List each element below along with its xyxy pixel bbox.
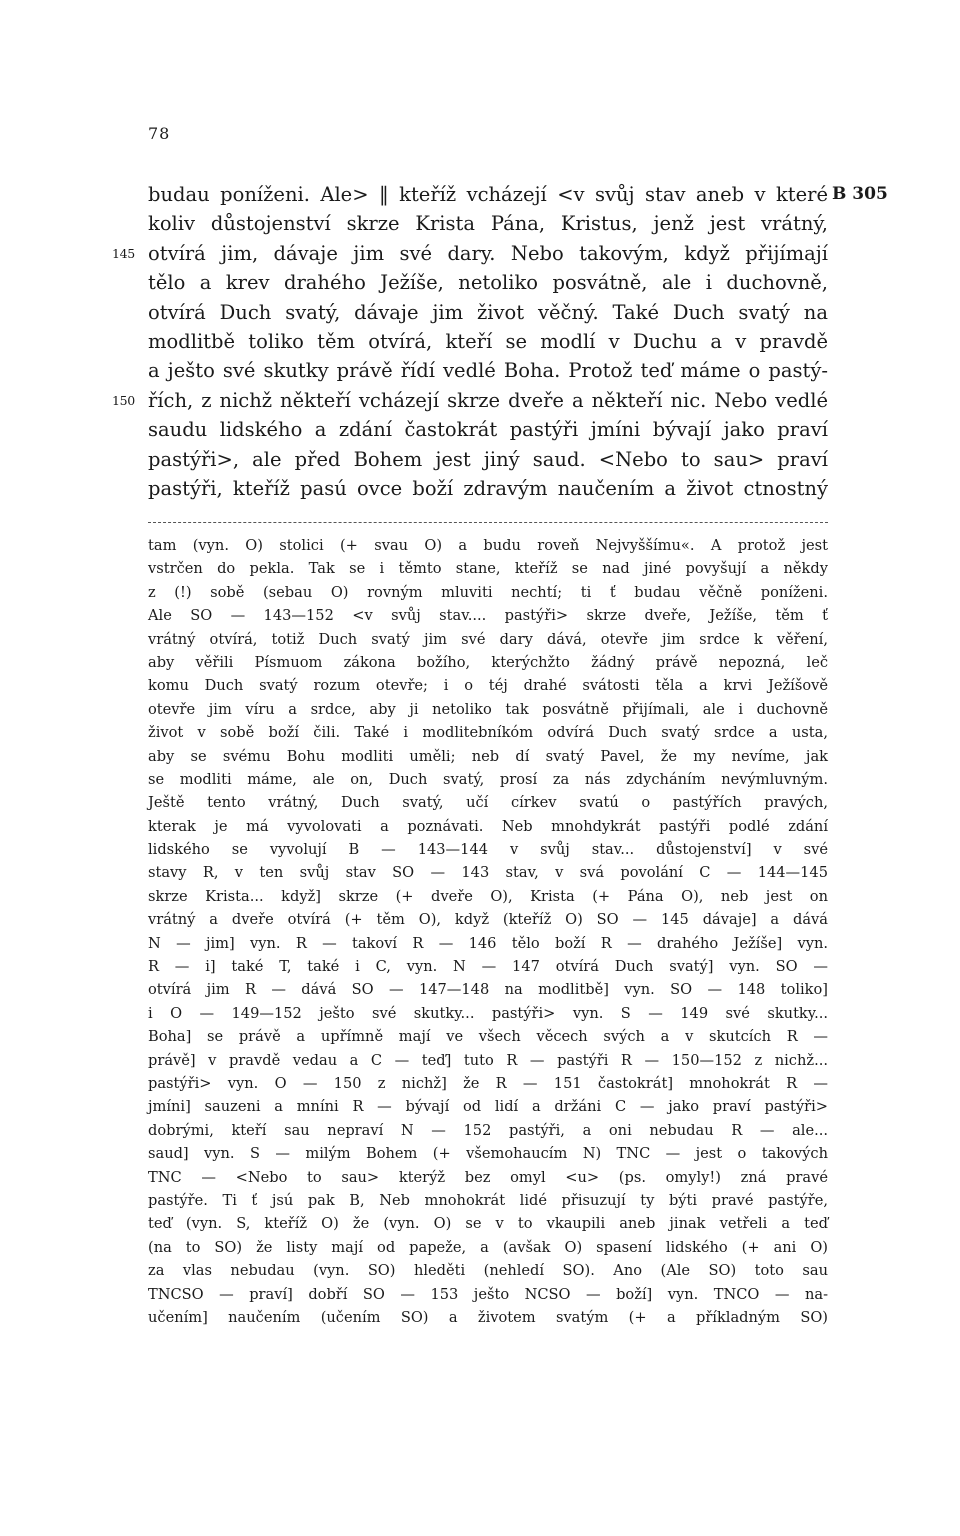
text-line [112,386,828,415]
note-line: život v sobě boží čili. Také i modlitebníkóm odvírá Duch svatý srdce a usta, [148,724,828,742]
note-line: (na to SO) že listy mají od papeže, a (avšak O) spasení lidského (+ ani O) [148,1238,828,1256]
text-line [148,415,828,444]
note-line: Boha] se právě a upřímně mají ve všech věcech svých a v skutcích R — [148,1028,828,1046]
main-text [112,180,888,503]
line-text: otvírá jim, dávaje jim své dary. Nebo takovým, když přijímají [148,241,828,265]
note-line: pastýře. Ti ť jsú pak B, Neb mnohokrát lidé přisuzují ty býti pravé pastýře, [148,1191,828,1209]
note-line: otevře jim víru a srdce, aby ji netoliko tak posvátně přijímali, ale i duchovně [148,700,828,718]
note-line: aby se svému Bohu modliti uměli; neb dí svatý Pavel, že my nevíme, jak [148,747,828,765]
line-text: řích, z nichž někteří vcházejí skrze dveře a někteří nic. Nebo vedlé [148,388,828,412]
text-line [148,327,828,356]
note-line: skrze Krista... když] skrze (+ dveře O), Krista (+ Pána O), neb jest on [148,887,828,905]
text-line [148,180,888,209]
note-line: Ale SO — 143—152 <v svůj stav.... pastýři> skrze dveře, Ježíše, těm ť [148,607,828,625]
note-line: otvírá jim R — dává SO — 147—148 na modlitbě] vyn. SO — 148 toliko] [148,981,828,999]
note-line: tam (vyn. O) stolici (+ svau O) a budu roveň Nejvyššímu«. A protož jest [148,537,828,554]
line-text: otvírá Duch svatý, dávaje jim život věčný. Také Duch svatý na [148,300,828,324]
line-text: budau poníženi. Ale> ‖ kteříž vcházejí <v svůj stav aneb v které [148,183,828,206]
note-line: TNCSO — praví] dobří SO — 153 ješto NCSO — boží] vyn. TNCO — na- [148,1285,828,1303]
note-line: se modliti máme, ale on, Duch svatý, prosí za nás zdycháním nevýmluvným. [148,770,828,788]
note-line: lidského se vyvolují B — 143—144 v svůj stav... důstojenství] v své [148,841,828,859]
note-line: N — jim] vyn. R — takoví R — 146 tělo boží R — drahého Ježíše] vyn. [148,934,828,952]
separator-line [148,522,828,523]
note-line: teď (vyn. S, kteříž O) že (vyn. O) se v to vkaupili aneb jinak vetřeli a teď [148,1215,828,1233]
note-line: pastýři> vyn. O — 150 z nichž] že R — 151 častokrát] mnohokrát R — [148,1074,828,1092]
note-line: TNC — <Nebo to sau> kterýž bez omyl <u> (ps. omyly!) zná pravé [148,1168,828,1186]
note-line: kterak je má vyvolovati a poznávati. Neb mnohdykrát pastýři podlé zdání [148,817,828,835]
text-line [148,356,828,385]
line-text: tělo a krev drahého Ježíše, netoliko posvátně, ale i duchovně, [148,271,828,295]
note-line: jmíni] sauzeni a mníni R — bývají od lidí a držáni C — jako praví pastýři> [148,1098,828,1116]
note-line: komu Duch svatý rozum otevře; i o téj drahé svátosti těla a krvi Ježíšově [148,677,828,695]
line-number: 145 [112,245,135,261]
margin-reference: B 305 [832,184,888,204]
line-text: modlitbě toliko těm otvírá, kteří se modlí v Duchu a v pravdě [148,329,828,353]
text-line [148,474,828,503]
note-line: právě] v pravdě vedau a C — teď] tuto R — pastýři R — 150—152 z nichž... [148,1051,828,1069]
note-line: stavy R, v ten svůj stav SO — 143 stav, v svá povolání C — 144—145 [148,864,828,882]
note-line: vstrčen do pekla. Tak se i těmto stane, kteříž se nad jiné povyšují a někdy [148,560,828,578]
note-line: za vlas nebudau (vyn. SO) hleděti (nehledí SO). Ano (Ale SO) toto sau [148,1262,828,1280]
line-text: pastýři, kteříž pasú ovce boží zdravým naučením a život ctnostný [148,476,828,500]
text-line [112,239,828,268]
text-line [148,268,828,297]
text-line [148,209,828,238]
note-line: i O — 149—152 ješto své skutky... pastýři> vyn. S — 149 své skutky... [148,1004,828,1022]
line-text: saudu lidského a zdání častokrát pastýři jmíni bývají jako praví [148,418,828,442]
note-line: učením] naučením (učením SO) a životem svatým (+ a příkladným SO) [148,1308,828,1326]
note-line: aby věřili Písmuom zákona božího, kterýchžto žádný právě nepozná, leč [148,653,828,671]
note-line: vrátný otvírá, totiž Duch svatý jim své dary dává, otevře jim srdce k věření, [148,630,828,648]
line-number: 150 [112,392,135,408]
note-line: saud] vyn. S — milým Bohem (+ všemohaucím N) TNC — jest o takových [148,1145,828,1163]
note-line: vrátný a dveře otvírá (+ těm O), když (kteříž O) SO — 145 dávaje] a dává [148,911,828,929]
note-line: z (!) sobě (sebau O) rovným mluviti nechtí; ti ť budau věčně poníženi. [148,583,828,601]
footnotes [148,534,828,1329]
text-line [148,445,828,474]
note-line: dobrými, kteří sau nepraví N — 152 pastýři, a oni nebudau R — ale... [148,1121,828,1139]
line-text: pastýři>, ale před Bohem jest jiný saud. <Nebo to sau> praví [148,447,828,471]
note-line: R — i] také T, také i C, vyn. N — 147 otvírá Duch svatý] vyn. SO — [148,958,828,976]
page-number: 78 [148,124,171,143]
note-line: Ještě tento vrátný, Duch svatý, učí církev svatú o pastýřích pravých, [148,794,828,812]
line-text: koliv důstojenství skrze Krista Pána, Kristus, jenž jest vrátný, [148,212,828,236]
line-text: a ješto své skutky právě řídí vedlé Boha. Protož teď máme o pastý- [148,359,828,383]
text-line [148,298,828,327]
